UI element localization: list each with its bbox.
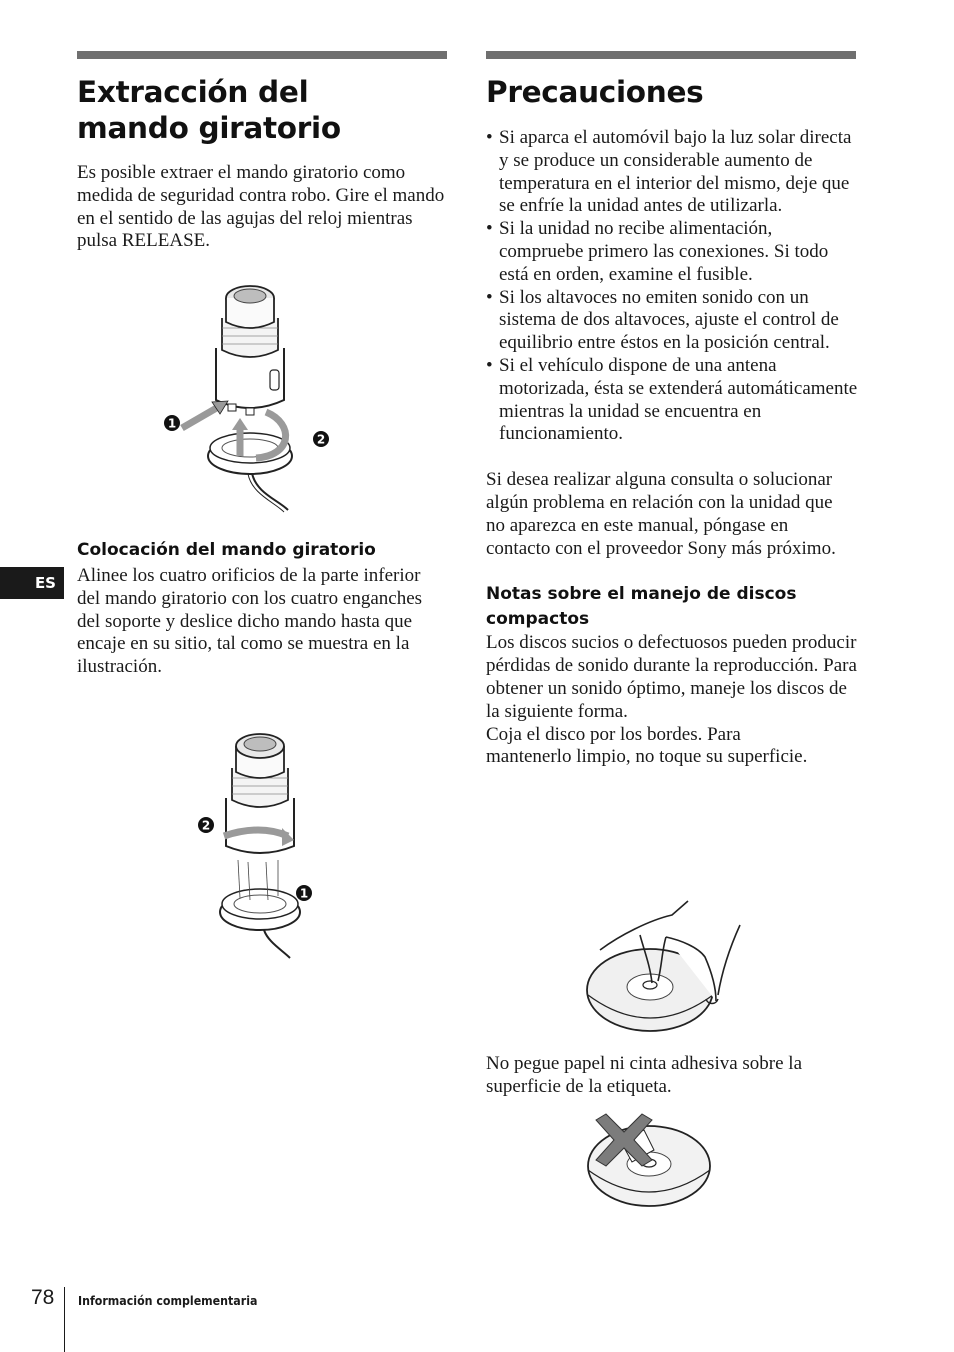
right-heading-rule xyxy=(486,51,856,59)
subheading-disc-handling: Notas sobre el manejo de discos compactos xyxy=(486,584,797,630)
knob-attach-text: Alinee los cuatro orificios de la parte inferior del mando giratorio con los cuatro enganches del soporte y deslice dicho mando hasta que encaje en su sitio, tal como se muestra en la ilustración. xyxy=(77,565,423,678)
right-column xyxy=(486,74,858,769)
footer-section-name: Información complementaria xyxy=(78,1294,258,1308)
footer-divider xyxy=(64,1287,65,1352)
disc-edges-text: Coja el disco por los bordes. Para mantenerlo limpio, no toque su superficie. xyxy=(486,723,808,768)
page-number: 78 xyxy=(31,1286,55,1309)
figure-disc-no-tape xyxy=(582,1110,716,1212)
figure1-label-2: 2 xyxy=(316,432,326,447)
figure2-label-1: 1 xyxy=(299,886,309,901)
disc-handling-text: Los discos sucios o defectuosos pueden producir pérdidas de sonido durante la reproducción. Para obtener un sonido óptimo, maneje los discos de la siguiente forma. xyxy=(486,632,857,722)
language-tab-label: ES xyxy=(34,574,56,592)
subheading-knob-attach: Colocación del mando giratorio xyxy=(77,540,376,560)
precaution-item: • Si la unidad no recibe alimentación, compruebe primero las conexiones. Si todo está en orden, examine el fusible. xyxy=(486,218,858,286)
figure1-label-1: 1 xyxy=(167,416,177,431)
language-tab xyxy=(0,567,64,599)
left-subsection xyxy=(77,538,449,679)
figure-disc-holding xyxy=(580,895,750,1037)
figure-knob-attach xyxy=(190,728,320,960)
removal-intro: Es posible extraer el mando giratorio como medida de seguridad contra robo. Gire el mando en el sentido de las agujas del reloj mientras pulsa RELEASE. xyxy=(77,162,445,252)
left-heading-rule xyxy=(77,51,447,59)
precaution-item: • Si aparca el automóvil bajo la luz solar directa y se produce un considerable aumento de temperatura en el interior del mismo, deje que se enfríe la unidad antes de utilizarla. xyxy=(486,127,858,218)
precaution-item: • Si el vehículo dispone de una antena motorizada, ésta se extenderá automáticamente mientras la unidad se encuentra en funcionamiento. xyxy=(486,355,858,446)
consult-paragraph: Si desea realizar alguna consulta o solucionar algún problema en relación con la unidad que no aparezca en este manual, póngase en contacto con el proveedor Sony más próximo. xyxy=(486,469,836,559)
label-surface-note: No pegue papel ni cinta adhesiva sobre la superficie de la etiqueta. xyxy=(486,1053,803,1097)
figure2-label-2: 2 xyxy=(201,818,211,833)
precautions-list xyxy=(486,127,858,446)
precaution-item: • Si los altavoces no emiten sonido con un sistema de dos altavoces, ajuste el control de equilibrio entre éstos en la posición central. xyxy=(486,287,858,355)
section-title-precautions: Precauciones xyxy=(486,75,704,109)
figure-knob-removal xyxy=(160,278,340,513)
left-column xyxy=(77,74,449,253)
section-title-removal: Extracción del mando giratorio xyxy=(77,75,341,145)
